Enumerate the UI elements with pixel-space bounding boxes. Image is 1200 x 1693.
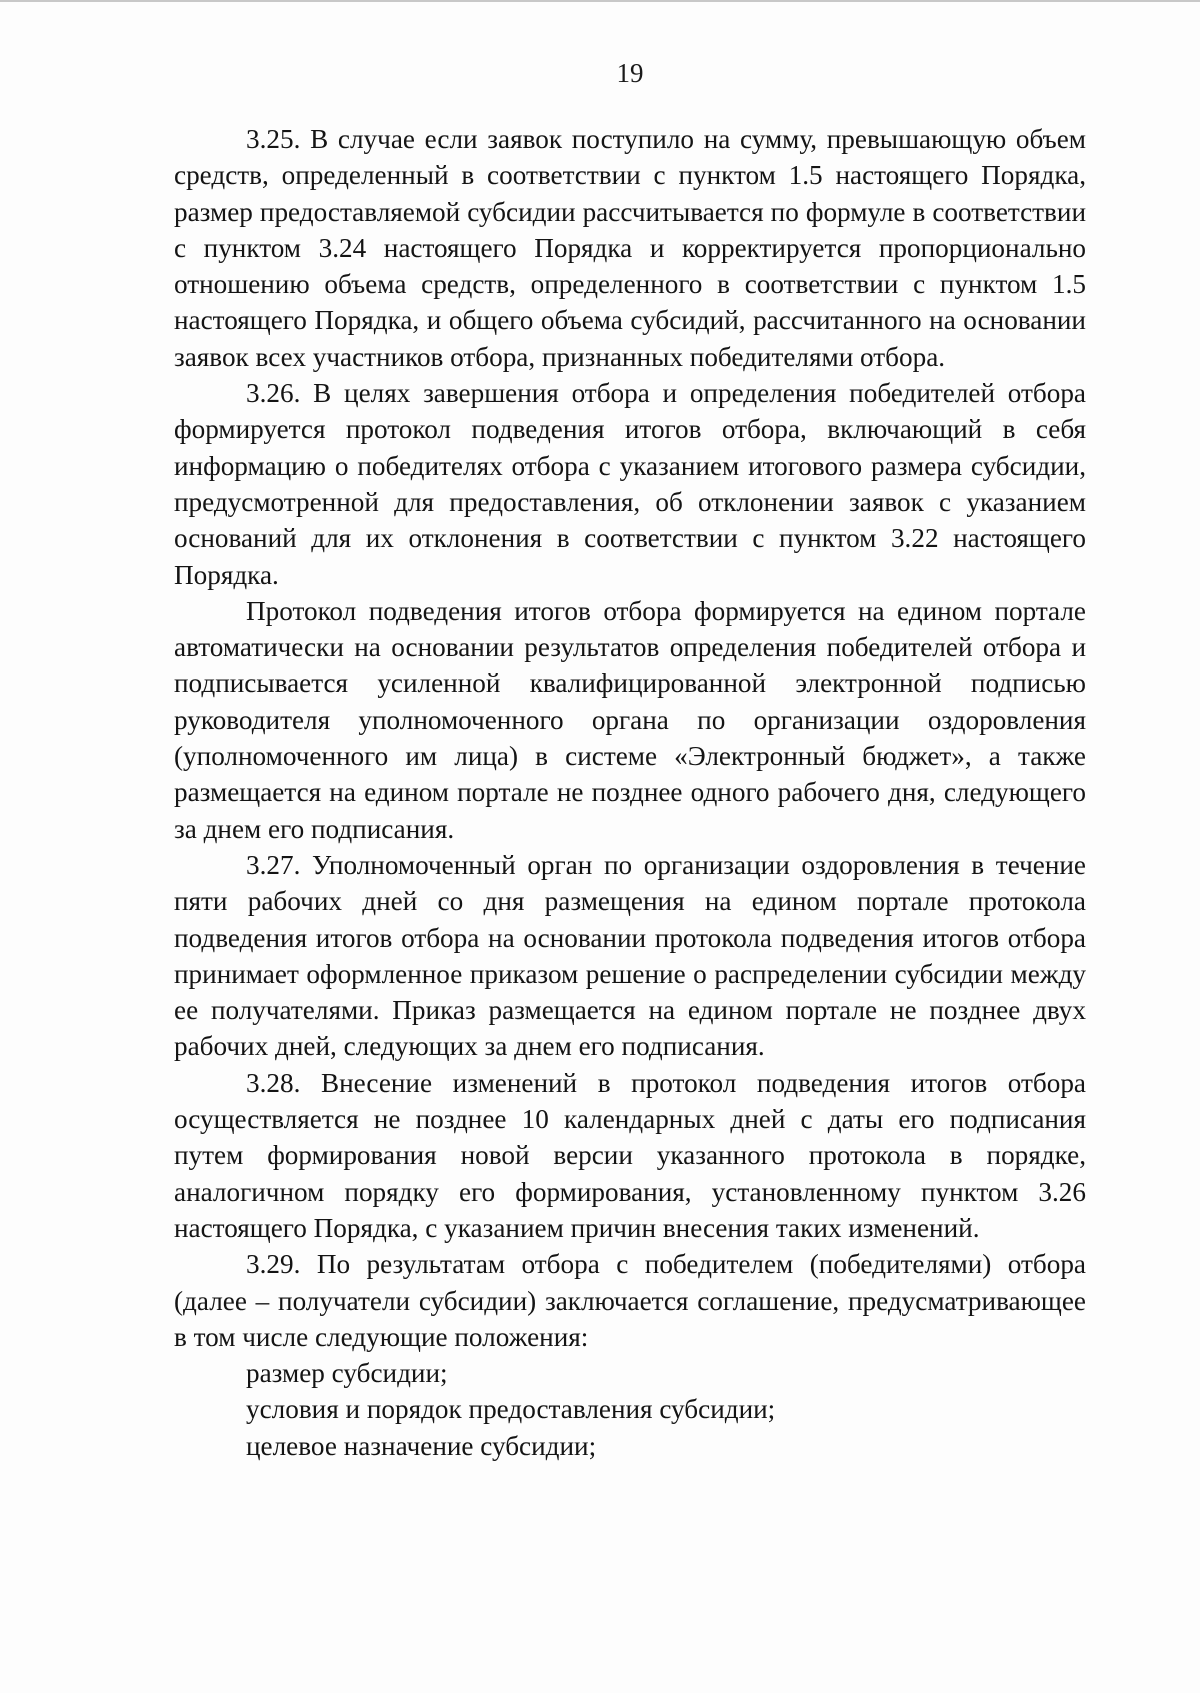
list-item: целевое назначение субсидии; [246,1430,597,1461]
list-item: условия и порядок предоставления субсидии; [246,1394,776,1425]
paragraph-protocol: Протокол подведения итогов отбора формируется на едином портале автоматически на основании результатов определения победителей отбора и подписывается усиленной квалифицированной электронной подписью руководителя уполномоченного органа по организации оздоровления (уполномоченного им лица) в системе «Электронный бюджет», а также размещается на едином портале не позднее одного рабочего дня, следующего за днем его подписания. [174,595,1086,844]
paragraph-3-29: 3.29. По результатам отбора с победителем (победителями) отбора (далее – получатели субсидии) заключается соглашение, предусматривающее в том числе следующие положения: [174,1249,1086,1352]
scan-edge [0,0,1200,2]
paragraph-3-27: 3.27. Уполномоченный орган по организации оздоровления в течение пяти рабочих дней со дня размещения на едином портале протокола подведения итогов отбора на основании протокола подведения итогов отбора принимает оформленное приказом решение о распределении субсидии между ее получателями. Приказ размещается на едином портале не позднее двух рабочих дней, следующих за днем его подписания. [174,849,1086,1062]
paragraph-3-25: 3.25. В случае если заявок поступило на сумму, превышающую объем средств, определенный в соответствии с пунктом 1.5 настоящего Порядка, размер предоставляемой субсидии рассчитывается по формуле в соответствии с пунктом 3.24 настоящего Порядка и корректируется пропорционально отношению объема средств, определенного в соответствии с пунктом 1.5 настоящего Порядка, и общего объема субсидий, рассчитанного на основании заявок всех участников отбора, признанных победителями отбора. [174,124,1086,372]
document-body [174,121,1086,1464]
paragraph-3-26: 3.26. В целях завершения отбора и определения победителей отбора формируется протокол подведения итогов отбора, включающий в себя информацию о победителях отбора с указанием итогового размера субсидии, предусмотренной для предоставления, об отклонении заявок с указанием оснований для их отклонения в соответствии с пунктом 3.22 настоящего Порядка. [174,378,1086,590]
paragraph-3-28: 3.28. Внесение изменений в протокол подведения итогов отбора осуществляется не позднее 10 календарных дней с даты его подписания путем формирования новой версии указанного протокола в порядке, аналогичном порядку его формирования, установленному пунктом 3.26 настоящего Порядка, с указанием причин внесения таких изменений. [174,1067,1086,1243]
page-number: 19 [616,58,644,88]
list-item: размер субсидии; [246,1358,448,1389]
